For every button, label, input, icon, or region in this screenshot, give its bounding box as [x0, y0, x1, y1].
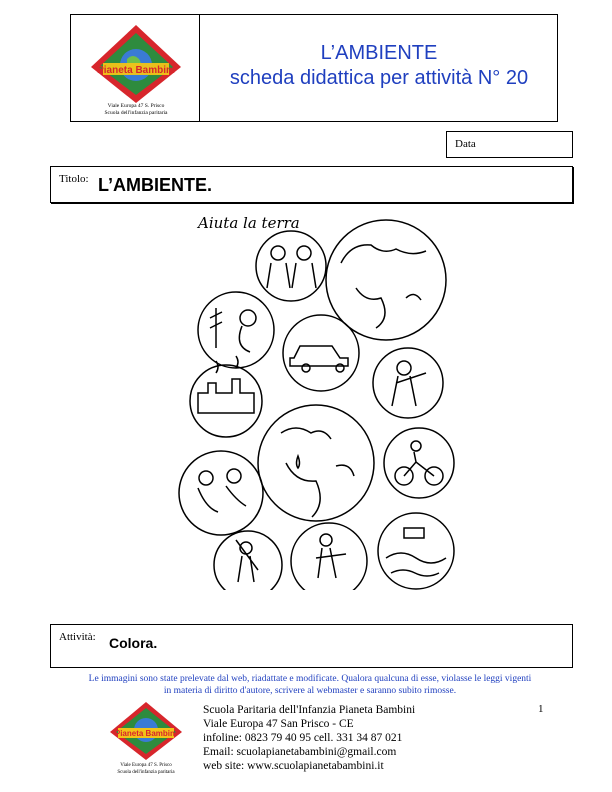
bicycle-scene-icon [384, 428, 454, 498]
car-scene-icon [283, 315, 359, 391]
footer-school: Scuola Paritaria dell'Infanzia Pianeta Bambini [203, 704, 416, 716]
page-title [201, 41, 557, 91]
factory-scene-icon [190, 356, 262, 437]
svg-text:Viale Europa 47 S. Prisco: Viale Europa 47 S. Prisco [107, 103, 165, 109]
svg-text:Viale Europa 47 S. Prisco: Viale Europa 47 S. Prisco [120, 763, 172, 768]
family-scene-icon [256, 231, 326, 301]
title-value: L’AMBIENTE. [98, 175, 213, 195]
svg-text:Pianeta Bambini: Pianeta Bambini [114, 729, 178, 738]
date-field[interactable] [446, 131, 573, 158]
footer-logo [100, 700, 192, 774]
pollution-scene-icon [378, 513, 454, 589]
school-logo [77, 23, 195, 115]
children-scene-icon [179, 451, 263, 535]
activity-label: Attività: [59, 631, 96, 643]
hunter-scene-icon [373, 348, 443, 418]
disclaimer-line-1: Le immagini sono state prelevate dal web, riadattate e modificate. Qualora qualcuna di esse, violasse le leggi vigenti [88, 674, 532, 684]
header-box [70, 14, 558, 122]
page-number: 1 [538, 703, 544, 715]
crying-earth-icon [258, 405, 374, 521]
footer-address: Viale Europa 47 San Prisco - CE [203, 718, 354, 730]
activity-field [50, 624, 573, 668]
title-label: Titolo: [59, 173, 89, 185]
header-divider [199, 15, 200, 121]
footer-contact-info [203, 703, 415, 773]
title-line-2: scheda didattica per attività N° 20 [229, 67, 529, 89]
footer-email[interactable]: Email: scuolapianetabambini@gmail.com [203, 746, 397, 758]
coloring-illustration [176, 208, 464, 590]
footer-website[interactable]: web site: www.scuolapianetabambini.it [203, 760, 384, 772]
logo-brand-text: Pianeta Bambini [97, 65, 175, 76]
title-line-1: L’AMBIENTE [320, 42, 438, 64]
copyright-disclaimer [30, 673, 590, 697]
lumberjack-scene-icon [214, 531, 282, 590]
activity-value: Colora. [109, 635, 158, 651]
footer-phone: infoline: 0823 79 40 95 cell. 331 34 87 021 [203, 732, 403, 744]
water-scene-icon [291, 523, 367, 590]
disclaimer-line-2: in materia di diritto d'autore, scrivere al webmaster e saranno subito rimosse. [163, 686, 457, 696]
date-label: Data [455, 138, 476, 150]
svg-text:Scuola dell'infanzia paritaria: Scuola dell'infanzia paritaria [117, 770, 175, 774]
svg-text:Scuola dell'infanzia paritaria: Scuola dell'infanzia paritaria [104, 110, 168, 115]
illustration-caption: Aiuta la terra [198, 214, 300, 232]
title-field [50, 166, 573, 203]
